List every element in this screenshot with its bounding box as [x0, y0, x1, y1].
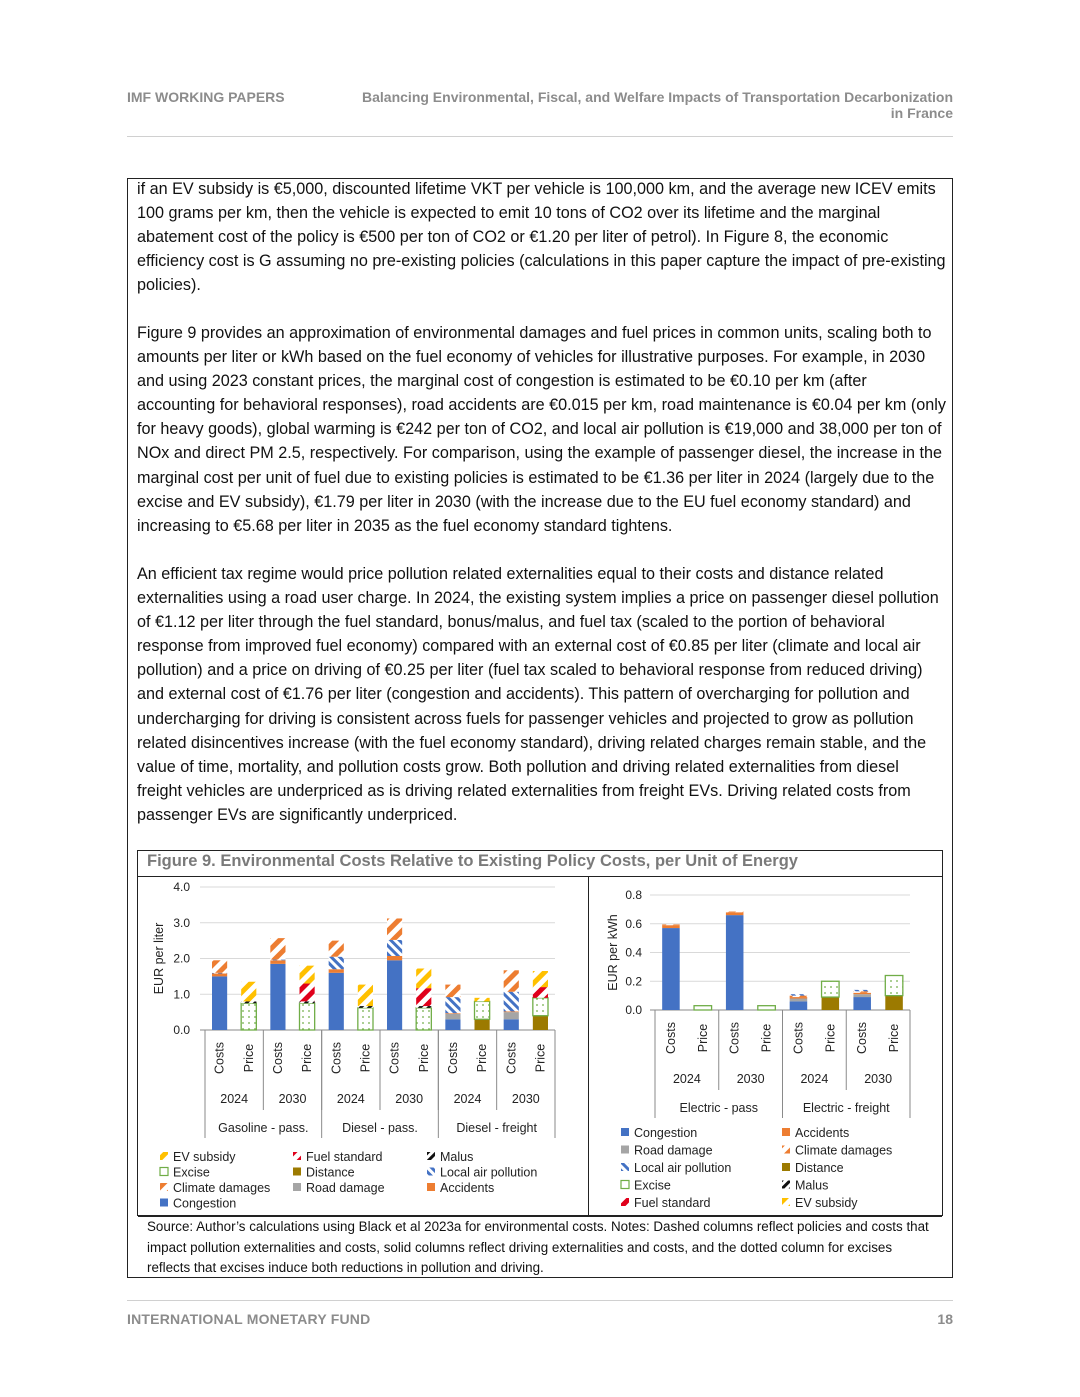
x-tick-label-costs: Costs [791, 1022, 806, 1054]
x-tick-label-price: Price [358, 1043, 373, 1073]
x-year-label: 2030 [736, 1072, 765, 1086]
figure-source-note: Source: Author’s calculations using Black et al 2023a for environmental costs. Notes: Dashed columns reflect policies and costs that impact pollution externalities and costs, solid columns reflect driving externalities and costs, and the dotted column for excises reflects that excises induce both reductions in pollution and driving. [147, 1219, 929, 1275]
y-tick-label: 0.2 [625, 974, 642, 989]
x-tick-label-costs: Costs [727, 1022, 742, 1054]
legend-label-ev-subsidy: EV subsidy [173, 1150, 236, 1164]
footer-publisher: INTERNATIONAL MONETARY FUND [127, 1311, 371, 1327]
running-header-series: IMF WORKING PAPERS [127, 89, 285, 105]
y-tick-label: 0.6 [625, 916, 642, 931]
x-tick-label-costs: Costs [329, 1042, 344, 1074]
x-tick-label-price: Price [241, 1043, 256, 1073]
x-year-label: 2024 [336, 1092, 365, 1106]
y-tick-label: 0.0 [173, 1023, 190, 1037]
header-divider [127, 136, 953, 137]
x-tick-label-price: Price [300, 1043, 315, 1073]
x-year-label: 2024 [220, 1092, 249, 1106]
x-group-label: Electric - freight [802, 1101, 890, 1115]
x-year-label: 2024 [672, 1072, 701, 1086]
legend-label-fuel-standard: Fuel standard [306, 1150, 383, 1164]
y-tick-label: 4.0 [173, 880, 190, 894]
x-year-label: 2024 [453, 1092, 482, 1106]
x-tick-label-costs: Costs [212, 1042, 227, 1074]
x-group-label: Gasoline - pass. [218, 1121, 309, 1135]
legend-label-malus: Malus [440, 1150, 474, 1164]
y-tick-label: 0.8 [625, 888, 642, 902]
x-tick-label-costs: Costs [387, 1042, 402, 1074]
running-header-title-line2: in France [890, 105, 953, 121]
running-header-title [313, 89, 953, 121]
figure-box [137, 850, 943, 1216]
x-tick-label-costs: Costs [663, 1022, 678, 1054]
x-year-label: 2024 [800, 1072, 829, 1086]
legend-label-excise: Excise [634, 1178, 671, 1193]
x-tick-label-costs: Costs [504, 1042, 519, 1074]
legend-label-congestion: Congestion [173, 1196, 237, 1211]
paragraph-1: if an EV subsidy is €5,000, discounted lifetime VKT per vehicle is 100,000 km, and the average new ICEV emits 100 grams per km, then the vehicle is expected to emit 10 tons of CO2 over its lifetime and the marginal abatement cost of the policy is €500 per ton of CO2 or €1.20 per liter of petrol). In Figure 8, the economic efficiency cost is G assuming no pre-existing policies (calculations in this paper capture the impact of pre-existing policies). [137, 180, 946, 295]
y-tick-label: 0.0 [625, 1003, 642, 1017]
x-year-label: 2030 [511, 1092, 540, 1106]
x-group-label: Diesel - freight [456, 1121, 537, 1135]
paragraph-2: Figure 9 provides an approximation of environmental damages and fuel prices in common units, scaling both to amounts per liter or kWh based on the fuel economy of vehicles for illustrative purposes. For example, in 2030 and using 2023 constant prices, the marginal cost of congestion is estimated to be €0.10 per km (after accounting for behavioral responses), road accidents are €0.015 per km, road maintenance is €0.04 per km (only for heavy goods), global warming is €242 per ton of CO2, and local air pollution is €19,000 and 38,000 per ton of NOx and direct PM 2.5, respectively. For comparison, using the example of passenger diesel, the increase in the marginal cost per unit of fuel due to existing policies is estimated to be €1.36 per liter in 2024 (largely due to the excise and EV subsidy), €1.79 per liter in 2030 (with the increase due to the EU fuel economy standard) and increasing to €5.68 per liter in 2035 as the fuel economy standard tightens. [137, 324, 946, 535]
legend-label-excise: Excise [173, 1165, 210, 1180]
legend-label-malus: Malus [795, 1178, 829, 1193]
x-tick-label-costs: Costs [445, 1042, 460, 1074]
x-tick-label-price: Price [475, 1043, 490, 1073]
x-year-label: 2030 [864, 1072, 893, 1086]
x-tick-label-price: Price [533, 1043, 548, 1073]
legend-label-accidents: Accidents [795, 1126, 850, 1140]
x-group-label: Electric - pass [679, 1101, 758, 1115]
page-number: 18 [937, 1311, 953, 1327]
legend-label-climate-damages: Climate damages [173, 1181, 271, 1195]
legend-label-climate-damages: Climate damages [795, 1143, 893, 1158]
legend-label-fuel-standard: Fuel standard [634, 1196, 711, 1210]
x-tick-label-price: Price [823, 1023, 838, 1053]
figure-panel-divider [588, 877, 589, 1215]
x-tick-label-price: Price [887, 1023, 902, 1053]
legend-label-distance: Distance [306, 1165, 355, 1180]
legend-label-congestion: Congestion [634, 1126, 698, 1140]
y-tick-label: 0.4 [625, 945, 642, 960]
x-year-label: 2030 [278, 1092, 307, 1106]
x-year-label: 2030 [395, 1092, 424, 1106]
x-group-label: Diesel - pass. [342, 1121, 418, 1135]
legend-label-distance: Distance [795, 1161, 844, 1175]
legend-label-road-damage: Road damage [306, 1181, 385, 1195]
legend-label-local-air-pollution: Local air pollution [634, 1161, 732, 1175]
y-tick-label: 3.0 [173, 915, 190, 930]
legend-label-ev-subsidy: EV subsidy [795, 1196, 858, 1210]
x-tick-label-costs: Costs [270, 1042, 285, 1074]
legend-label-accidents: Accidents [440, 1181, 495, 1195]
y-axis-label: EUR per liter [152, 922, 166, 995]
x-tick-label-costs: Costs [855, 1022, 870, 1054]
footer-divider [127, 1300, 953, 1301]
legend-label-local-air-pollution: Local air pollution [440, 1165, 538, 1180]
running-header-title-line1: Balancing Environmental, Fiscal, and Welfare Impacts of Transportation Decarbonization [362, 89, 953, 105]
x-tick-label-price: Price [695, 1023, 710, 1053]
y-tick-label: 2.0 [173, 951, 190, 966]
y-axis-label: EUR per kWh [606, 914, 620, 991]
x-tick-label-price: Price [759, 1023, 774, 1053]
x-tick-label-price: Price [416, 1043, 431, 1073]
paragraph-3: An efficient tax regime would price pollution related externalities equal to their costs and distance related externalities using a road user charge. In 2024, the existing system implies a price on passenger diesel pollution of €1.12 per liter through the fuel standard, bonus/malus, and fuel tax (scaled to the portion of behavioral response from improved fuel economy) compared with an external cost of €0.85 per liter (climate and local air pollution) and a price on driving of €0.25 per liter (fuel tax scaled to behavioral response from reduced driving) and external cost of €1.76 per liter (congestion and accidents). This pattern of overcharging for pollution and undercharging for driving is consistent across fuels for passenger vehicles and projected to grow as pollution related disincentives increase (with the fuel economy standard), driving related charges remain stable, and the value of time, mortality, and pollution costs grow. Both pollution and driving related externalities from diesel freight vehicles are underpriced as is driving related externalities from freight EVs. Driving related costs from passenger EVs are significantly underpriced. [137, 565, 939, 824]
legend-label-road-damage: Road damage [634, 1143, 713, 1158]
figure-title: Figure 9. Environmental Costs Relative to Existing Policy Costs, per Unit of Energy [147, 852, 798, 870]
y-tick-label: 1.0 [173, 987, 190, 1002]
figure-title-rule [138, 876, 942, 877]
